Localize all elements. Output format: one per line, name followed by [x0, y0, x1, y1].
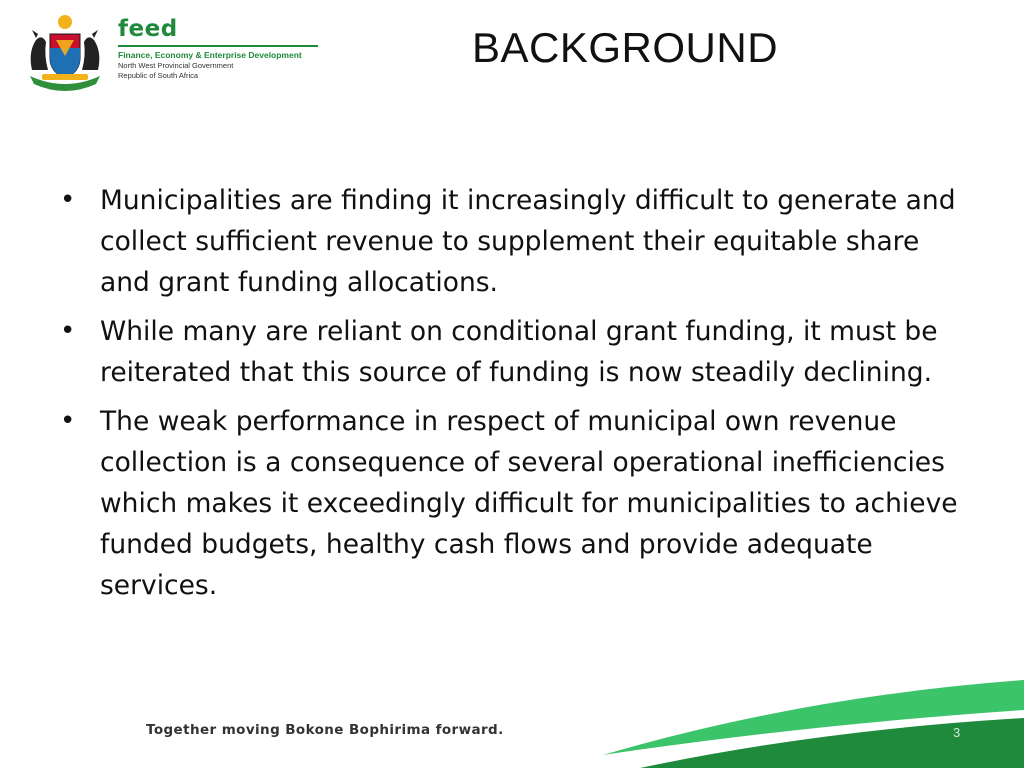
bullet-item [60, 401, 960, 606]
bullet-item [60, 311, 960, 393]
bullet-text: The weak performance in respect of municipal own revenue collection is a consequence of several operational inefficiencies which makes it exceedingly difficult for municipalities to achieve funded budgets, healthy cash flows and provide adequate services. [100, 406, 958, 601]
org-country: Republic of South Africa [118, 71, 199, 80]
bullet-item [60, 180, 960, 303]
org-divider [118, 45, 318, 47]
org-short-name: feed [118, 16, 178, 42]
slide-title: BACKGROUND [472, 24, 779, 71]
bullet-text: Municipalities are finding it increasingly difficult to generate and collect sufficient revenue to supplement their equitable share and grant funding allocations. [100, 185, 956, 298]
org-name-block [118, 16, 328, 81]
footer-wave [0, 658, 1024, 768]
logo [22, 12, 322, 92]
bullet-list [60, 180, 960, 614]
org-full-name: Finance, Economy & Enterprise Development [118, 50, 302, 60]
coat-of-arms-icon [22, 12, 108, 92]
bullet-marker: • [60, 316, 76, 346]
page-number: 3 [953, 725, 961, 740]
org-government: North West Provincial Government [118, 61, 234, 70]
footer-tagline: Together moving Bokone Bophirima forward. [146, 722, 504, 738]
bullet-marker: • [60, 185, 76, 215]
bullet-text: While many are reliant on conditional grant funding, it must be reiterated that this source of funding is now steadily declining. [100, 316, 938, 388]
bullet-marker: • [60, 406, 76, 436]
